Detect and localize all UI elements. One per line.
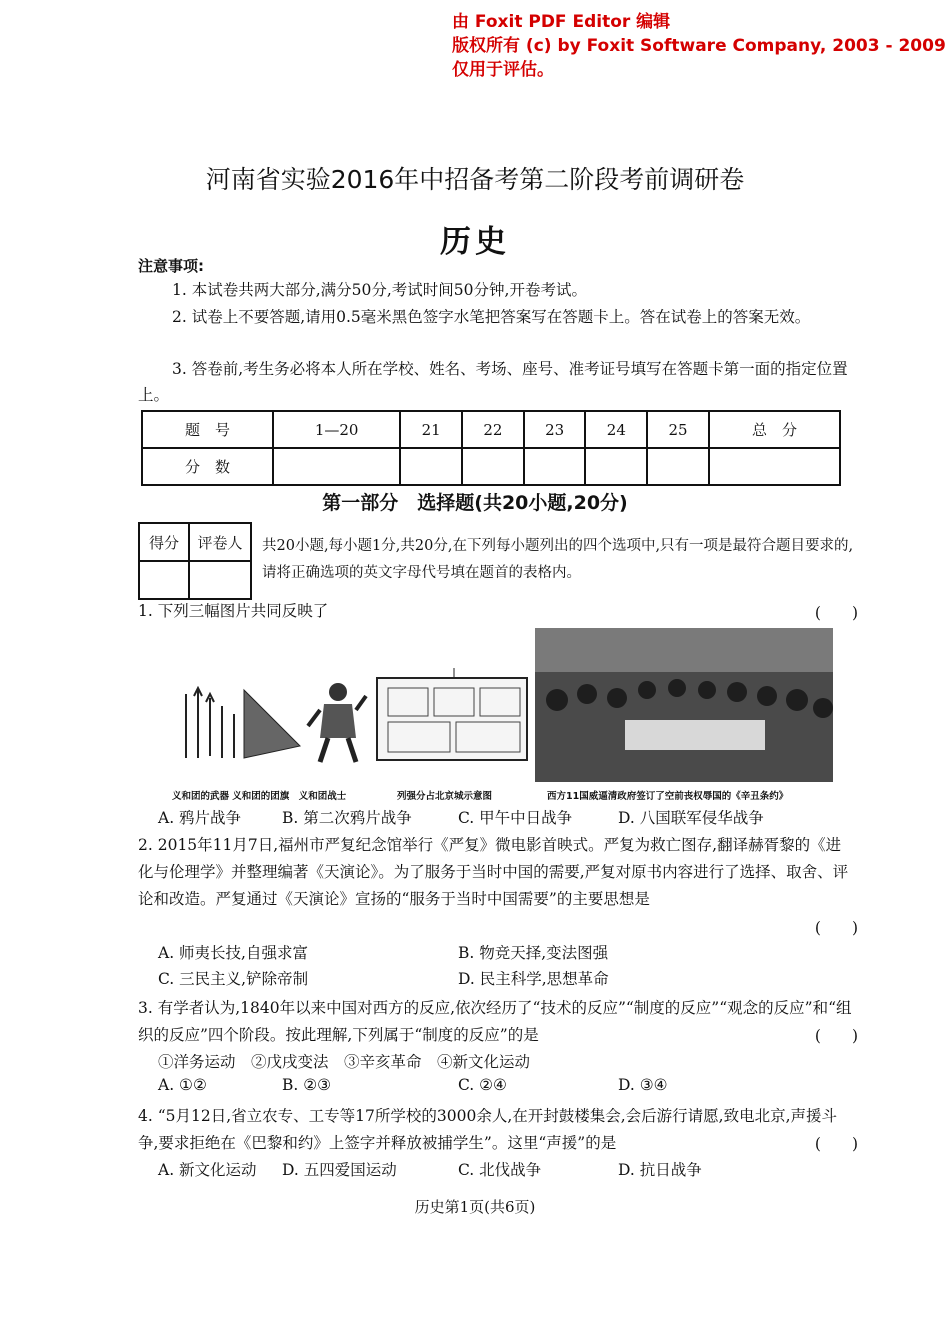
answer-paren: ( ) xyxy=(814,919,858,937)
score-header-cell: 23 xyxy=(524,411,586,448)
part1-title: 第一部分 选择题(共20小题,20分) xyxy=(322,492,628,514)
answer-paren: ( ) xyxy=(814,1135,858,1153)
score-table-header-row xyxy=(142,411,840,448)
q2-option-d: D. 民主科学,思想革命 xyxy=(458,970,609,988)
grader-box xyxy=(138,522,252,600)
exam-title: 河南省实验2016年中招备考第二阶段考前调研卷 xyxy=(205,165,745,194)
score-table-score-row xyxy=(142,448,840,485)
watermark-line-1: 由 Foxit PDF Editor 编辑 xyxy=(452,12,671,32)
page-footer: 历史第1页(共6页) xyxy=(414,1198,536,1216)
q3-option-a: A. ①② xyxy=(158,1076,207,1094)
image-caption-map: 列强分占北京城示意图 xyxy=(397,791,493,802)
q3-option-d: D. ③④ xyxy=(618,1076,668,1094)
q1-option-b: B. 第二次鸦片战争 xyxy=(282,809,412,827)
score-header-cell: 25 xyxy=(647,411,709,448)
note-item-2: 2. 试卷上不要答题,请用0.5毫米黑色签字水笔把答案写在答题卡上。答在试卷上的答案无效。 xyxy=(172,308,811,326)
score-row-label: 分 数 xyxy=(142,448,273,485)
q4-option-b: D. 五四爱国运动 xyxy=(282,1161,397,1179)
answer-paren: ( ) xyxy=(814,1027,858,1045)
score-cell xyxy=(273,448,400,485)
watermark-line-3: 仅用于评估。 xyxy=(452,60,554,80)
question-1-stem: 1. 下列三幅图片共同反映了 xyxy=(138,602,329,620)
note-item-3: 3. 答卷前,考生务必将本人所在学校、姓名、考场、座号、准考证号填写在答题卡第一面的指定位置上。 xyxy=(138,360,848,404)
q1-option-d: D. 八国联军侵华战争 xyxy=(618,809,764,827)
boxer-protocol-signing-photo xyxy=(535,628,833,782)
score-table xyxy=(141,410,841,486)
score-cell xyxy=(524,448,586,485)
grader-score-label: 得分 xyxy=(139,523,189,561)
q4-option-a: A. 新文化运动 xyxy=(158,1161,257,1179)
score-header-cell: 总 分 xyxy=(709,411,840,448)
boxer-weapons-flag-image xyxy=(178,686,302,762)
q3-option-b: B. ②③ xyxy=(282,1076,332,1094)
q2-option-b: B. 物竞天择,变法图强 xyxy=(458,944,609,962)
note-item-1: 1. 本试卷共两大部分,满分50分,考试时间50分钟,开卷考试。 xyxy=(172,281,587,299)
notes-label: 注意事项: xyxy=(138,257,204,275)
watermark-line-2: 版权所有 (c) by Foxit Software Company, 2003 - 2009 xyxy=(452,36,946,56)
q3-items: ①洋务运动 ②戊戌变法 ③辛亥革命 ④新文化运动 xyxy=(158,1053,531,1071)
score-cell xyxy=(400,448,462,485)
q2-option-a: A. 师夷长技,自强求富 xyxy=(158,944,308,962)
beijing-partition-map xyxy=(374,666,530,764)
score-cell xyxy=(585,448,647,485)
score-cell xyxy=(709,448,840,485)
subject-title: 历史 xyxy=(440,224,510,260)
boxer-fighter-image xyxy=(306,680,368,764)
question-3-stem: 3. 有学者认为,1840年以来中国对西方的反应,依次经历了“技术的反应”“制度的反应”“观念的反应”和“组织的反应”四个阶段。按此理解,下列属于“制度的反应”的是 xyxy=(138,999,852,1044)
score-header-cell: 题 号 xyxy=(142,411,273,448)
image-caption-protocol: 西方11国威逼清政府签订了空前丧权辱国的《辛丑条约》 xyxy=(547,791,789,802)
image-caption-boxers: 义和团的武器 义和团的团旗 义和团战士 xyxy=(172,791,347,802)
grader-name-cell xyxy=(189,561,251,599)
score-cell xyxy=(647,448,709,485)
score-header-cell: 24 xyxy=(585,411,647,448)
foxit-watermark xyxy=(452,10,946,82)
q3-option-c: C. ②④ xyxy=(458,1076,507,1094)
q1-option-a: A. 鸦片战争 xyxy=(158,809,242,827)
part1-intro: 共20小题,每小题1分,共20分,在下列每小题列出的四个选项中,只有一项是最符合题目要求的,请将正确选项的英文字母代号填在题首的表格内。 xyxy=(262,538,854,581)
score-header-cell: 21 xyxy=(400,411,462,448)
question-4-stem: 4. “5月12日,省立农专、工专等17所学校的3000余人,在开封鼓楼集会,会后游行请愿,致电北京,声援斗争,要求拒绝在《巴黎和约》上签字并释放被捕学生”。这里“声援”的是 xyxy=(138,1107,838,1152)
score-header-cell: 1—20 xyxy=(273,411,400,448)
score-cell xyxy=(462,448,524,485)
q4-option-d: D. 抗日战争 xyxy=(618,1161,702,1179)
question-2-stem: 2. 2015年11月7日,福州市严复纪念馆举行《严复》微电影首映式。严复为救亡图存,翻译赫胥黎的《进化与伦理学》并整理编著《天演论》。为了服务于当时中国的需要,严复对原书内容进行了选择、取舍、评论和改造。严复通过《天演论》宣扬的“服务于当时中国需要”的主要思想是 xyxy=(138,836,849,908)
grader-score-cell xyxy=(139,561,189,599)
grader-name-label: 评卷人 xyxy=(189,523,251,561)
q4-option-c: C. 北伐战争 xyxy=(458,1161,542,1179)
q2-option-c: C. 三民主义,铲除帝制 xyxy=(158,970,309,988)
score-header-cell: 22 xyxy=(462,411,524,448)
q1-option-c: C. 甲午中日战争 xyxy=(458,809,573,827)
answer-paren: ( ) xyxy=(814,604,858,622)
